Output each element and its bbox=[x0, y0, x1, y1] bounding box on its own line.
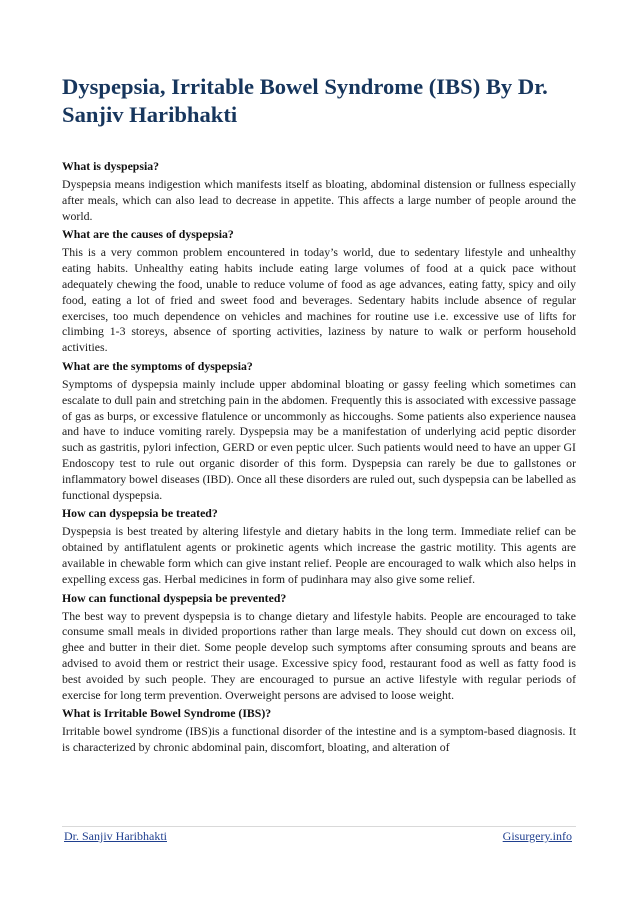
section-paragraph: Symptoms of dyspepsia mainly include upper abdominal bloating or gassy feeling which sometimes can escalate to dull pain and stretching pain in the abdomen. Frequently this is associated with excessive passage of gas as burps, or excessive flatulence or uncommonly as hiccoughs. Some patients also experience nausea and have to induce vomiting rarely. Dyspepsia may be a manifestation of underlying acid peptic disorder such as gastritis, pylori infection, GERD or even peptic ulcer. Such patients would need to have an upper GI Endoscopy test to rule out organic disorder of this form. Dyspepsia can rarely be due to gallstones or inflammatory bowel diseases (IBD). Once all these disorders are ruled out, such dyspepsia can be labelled as functional dyspepsia. bbox=[62, 376, 576, 502]
section-what-is-dyspepsia bbox=[62, 158, 576, 226]
section-heading: What is dyspepsia? bbox=[62, 159, 160, 173]
section-paragraph: Irritable bowel syndrome (IBS)is a functional disorder of the intestine and is a symptom-based diagnosis. It is characterized by chronic abdominal pain, discomfort, bloating, and alteration of bbox=[62, 724, 576, 755]
page-title: Dyspepsia, Irritable Bowel Syndrome (IBS) By Dr. Sanjiv Haribhakti bbox=[62, 74, 548, 127]
section-paragraph: Dyspepsia means indigestion which manifests itself as bloating, abdominal distension or fullness especially after meals, which can also lead to decrease in appetite. This affects a large number of people around the world. bbox=[62, 177, 576, 223]
section-heading: What are the causes of dyspepsia? bbox=[62, 227, 234, 242]
section-heading: What are the symptoms of dyspepsia? bbox=[62, 358, 253, 373]
author-link[interactable]: Dr. Sanjiv Haribhakti bbox=[64, 829, 167, 843]
website-link[interactable]: Gisurgery.info bbox=[502, 829, 572, 843]
section-prevention bbox=[62, 590, 576, 706]
section-paragraph: The best way to prevent dyspepsia is to change dietary and lifestyle habits. People are encouraged to take consume small meals in divided proportions rather than large meals. They should cut down on excess oil, ghee and butter in their diet. Some people develop such symptoms after consuming sprouts and beans are advised to avoid them or restrict their usage. Excessive spicy food, restaurant food as well as fatty food is best avoided by such people. They are encouraged to pursue an active lifestyle with regular periods of exercise for long term prevention. Overweight persons are advised to loose weight. bbox=[62, 608, 576, 702]
page-footer bbox=[62, 826, 576, 845]
section-paragraph: Dyspepsia is best treated by altering lifestyle and dietary habits in the long term. Immediate relief can be obtained by antiflatulent agents or prokinetic agents which increase the gastric motility. This agents are available in chewable form which can give instant relief. People are encouraged to walk which also helps in expelling excess gas. Herbal medicines in form of pudinhara may also give some relief. bbox=[62, 524, 576, 586]
section-treatment bbox=[62, 505, 576, 589]
section-what-is-ibs bbox=[62, 705, 576, 758]
section-causes bbox=[62, 226, 576, 358]
section-heading: How can functional dyspepsia be prevented? bbox=[62, 590, 287, 605]
article-content bbox=[62, 158, 576, 806]
section-heading: How can dyspepsia be treated? bbox=[62, 506, 218, 521]
section-heading: What is Irritable Bowel Syndrome (IBS)? bbox=[62, 706, 272, 721]
document-page bbox=[62, 0, 576, 903]
section-symptoms bbox=[62, 358, 576, 505]
section-paragraph: This is a very common problem encountered in today’s world, due to sedentary lifestyle and unhealthy eating habits. Unhealthy eating habits include eating large volumes of food at a quick pace without adequately chewing the food, unable to reduce volume of food as age advances, eating fatty, spicy and oily food, eating a lot of fried and sweet food and beverages. Sedentary habits include absence of regular exercises, too much dependence on vehicles and machines for routine use i.e. excessive use of lifts for climbing 1-3 storeys, absence of sporting activities, laziness by nature to walk or perform household activities. bbox=[62, 245, 576, 355]
